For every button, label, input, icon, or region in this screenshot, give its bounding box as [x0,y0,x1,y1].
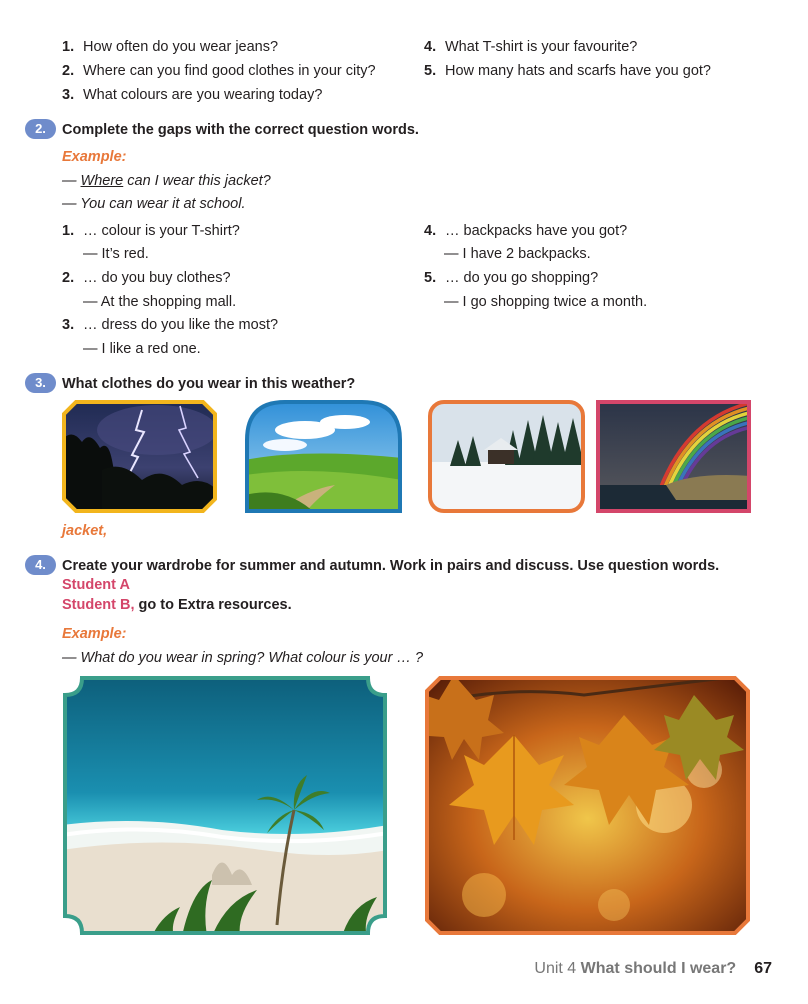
student-b-line [62,597,292,613]
answer-line: — I like a red one. [83,341,201,357]
item-number: 1. [62,39,75,55]
item-number: 2. [62,63,75,79]
list-item [62,316,278,334]
gap-question: … do you go shopping? [445,270,599,286]
item-number: 2. [62,270,75,286]
example-label: Example: [62,626,127,642]
question-text: How often do you wear jeans? [83,39,279,55]
exercise-number-badge: 2. [25,119,56,139]
answer-text: jacket, [62,523,108,539]
snow-image [428,400,585,513]
page-number: 67 [754,960,772,977]
list-item [62,62,376,80]
student-b-instruction: go to Extra resources. [134,597,292,613]
question-text: Where can you find good clothes in your city? [83,63,376,79]
question-text: What T-shirt is your favourite? [445,39,638,55]
exercise-heading: Create your wardrobe for summer and autumn. Work in pairs and discuss. Use question words. [62,558,720,574]
item-number: 1. [62,223,75,239]
example-answer: — You can wear it at school. [62,196,246,212]
example-label: Example: [62,149,127,165]
gap-question: … backpacks have you got? [445,223,628,239]
item-number: 5. [424,270,437,286]
footer-unit-label: Unit 4 [534,960,581,977]
list-item [424,269,598,287]
answer-line: — I have 2 backpacks. [444,246,591,262]
exercise-number-badge: 3. [25,373,56,393]
exercise-number-badge: 4. [25,555,56,575]
beach-image [62,675,388,936]
exercise-heading: Complete the gaps with the correct question words. [62,122,419,138]
example-question [62,173,271,189]
example-question-rest: can I wear this jacket? [123,173,271,189]
gap-question: … colour is your T-shirt? [83,223,240,239]
autumn-image [424,675,751,936]
exercise-heading: What clothes do you wear in this weather? [62,376,356,392]
storm-image [62,400,217,513]
meadow-image [245,400,402,513]
footer-unit-title: What should I wear? [580,960,737,977]
item-number: 4. [424,223,437,239]
list-item [62,38,278,56]
student-b-label: Student B, [62,597,135,613]
item-number: 3. [62,87,75,103]
list-item [424,222,627,240]
gap-question: … do you buy clothes? [83,270,231,286]
list-item [424,62,711,80]
item-number: 4. [424,39,437,55]
answer-line: — I go shopping twice a month. [444,294,648,310]
item-number: 5. [424,63,437,79]
list-item [424,38,637,56]
page-footer [534,960,772,978]
example-dash: — [62,173,81,189]
example-answer-word: Where [80,173,124,189]
question-text: How many hats and scarfs have you got? [445,63,711,79]
list-item [62,86,322,104]
item-number: 3. [62,317,75,333]
list-item [62,269,231,287]
answer-line: — It’s red. [83,246,149,262]
answer-line: — At the shopping mall. [83,294,237,310]
example-text: — What do you wear in spring? What colour is your … ? [62,650,424,666]
list-item [62,222,240,240]
rainbow-image [596,400,751,513]
gap-question: … dress do you like the most? [83,317,279,333]
question-text: What colours are you wearing today? [83,87,323,103]
student-a-label: Student A [62,577,130,593]
